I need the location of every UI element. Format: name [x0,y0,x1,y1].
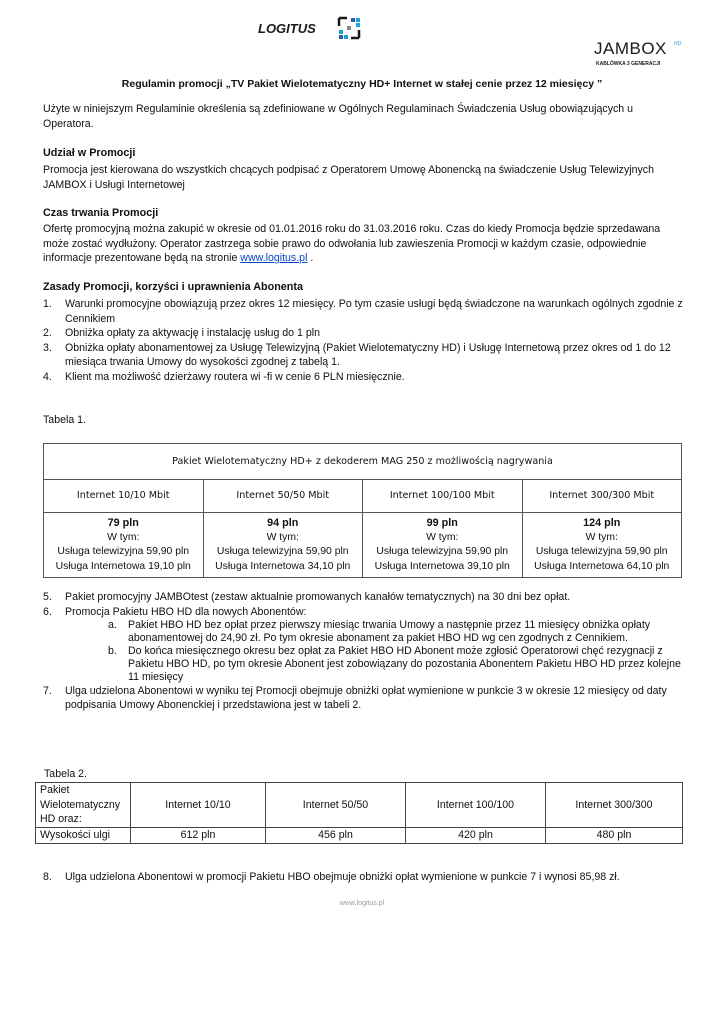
price-cell [203,513,363,578]
jambox-logo [590,38,686,68]
list-item [43,326,683,341]
list-text: Obniżka opłaty abonamentowej za Usługę Telewizyjną (Pakiet Wielotematyczny HD) i Usługę Internetową przez okres od 1 do 12 miesiąca trwania Umowy do wysokości zgodnej z tabelą 1. [65,341,671,369]
sublist-item [108,619,683,645]
column-header: Internet 10/10 Mbit [44,480,204,513]
column-header: Internet 300/300 [546,783,683,828]
list-text: Klient ma możliwość dzierżawy routera wi -fi w cenie 6 PLN miesięcznie. [65,371,405,384]
list-text: Promocja Pakietu HBO HD dla nowych Abonentów: [65,605,307,618]
column-header: Internet 300/300 Mbit [522,480,682,513]
price-net: Usługa Internetowa 64,10 pln [534,560,670,572]
list-number: 7. [43,684,52,697]
price-tv: Usługa telewizyjna 59,90 pln [535,546,668,558]
sublist-text: Do końca miesięcznego okresu bez opłat za Pakiet HBO HD Abonent może zgłosić Operatorowi chęć rezygnacji z Pakietu HBO HD, po tym okresie Abonent jest zobowiązany do pozostania Abonentem Pakietu HBO HD przez kolejne 11 miesięcy [128,645,681,683]
discount-value: 456 pln [266,827,406,843]
price-cell [44,513,204,578]
list-item [43,297,683,326]
list-item [43,341,683,370]
discount-value: 480 pln [546,827,683,843]
logitus-logo-mark [339,18,360,39]
table2-label: Tabela 2. [44,768,87,780]
column-header: Internet 10/10 [131,783,266,828]
promo-list [43,590,683,713]
list-number: 8. [43,871,52,883]
price-value: 99 pln [426,517,458,530]
logitus-logo-text: LOGITUS [258,21,316,36]
list-item [43,870,683,885]
final-list [43,870,683,885]
rules-list [43,297,683,385]
discount-values-label: Wysokości ulgi [36,827,131,843]
price-value: 124 pln [583,517,621,530]
price-tv: Usługa telewizyjna 59,90 pln [57,546,190,558]
price-tv: Usługa telewizyjna 59,90 pln [376,546,509,558]
section-text-duration [43,222,683,266]
price-net: Usługa Internetowa 19,10 pln [55,560,191,572]
list-text: Warunki promocyjne obowiązują przez okres 12 miesięcy. Po tym czasie usługi będą świadczone na warunkach ogólnych zgodnie z Cennikiem [65,298,683,325]
list-item [43,684,683,713]
section-heading-rules: Zasady Promocji, korzyści i uprawnienia Abonenta [43,281,303,293]
list-number: 4. [43,371,52,384]
discount-table [35,782,683,844]
duration-text: Ofertę promocyjną można zakupić w okresie od 01.01.2016 roku do 31.03.2016 roku. Czas do kiedy Promocja będzie sprzedawana może zostać wydłużony. Operator zastrzega sobie prawo do odwołania lub zawieszenia Promocji w każdym czasie, odpowiednie informacje prezentowane będą na stronie [43,223,661,265]
price-cell [363,513,523,578]
discount-value: 612 pln [131,827,266,843]
price-net: Usługa Internetowa 39,10 pln [374,560,510,572]
jambox-logo-text: JAMBOX [594,39,667,58]
discount-value: 420 pln [406,827,546,843]
price-wtym: W tym: [266,531,299,543]
list-number: 6. [43,605,52,618]
list-text: Ulga udzielona Abonentowi w promocji Pakietu HBO obejmuje obniżki opłat wymienione w punkcie 7 i wynosi 85,98 zł. [65,871,620,883]
column-header: Internet 100/100 Mbit [363,480,523,513]
price-net: Usługa Internetowa 34,10 pln [215,560,351,572]
column-header: Internet 50/50 [266,783,406,828]
intro-paragraph: Użyte w niniejszym Regulaminie określenia są zdefiniowane w Ogólnych Regulaminach Świadczenia Usług obowiązujących u Operatora. [43,103,634,130]
discount-row-header: Pakiet Wielotematyczny HD oraz: [36,783,131,828]
document-title: Regulamin promocji „TV Pakiet Wielotematyczny HD+ Internet w stałej cenie przez 12 miesięcy ” [121,78,603,90]
column-header: Internet 100/100 [406,783,546,828]
price-value: 79 pln [107,517,139,530]
sublist-item [108,645,683,684]
list-item [43,590,683,605]
footer-url: www.logitus.pl [339,900,385,907]
price-wtym: W tym: [107,531,140,543]
section-text-participation: Promocja jest kierowana do wszystkich chcących podpisać z Operatorem Umowę Abonencką na świadczenie Usług Telewizyjnych JAMBOX i Usługi Internetowej [43,164,654,191]
list-number: 5. [43,591,52,603]
price-wtym: W tym: [585,531,618,543]
list-text: Obniżka opłaty za aktywację i instalację usług do 1 pln [65,327,320,340]
section-heading-participation: Udział w Promocji [43,147,136,159]
price-tv: Usługa telewizyjna 59,90 pln [216,546,349,558]
price-table-header: Pakiet Wielotematyczny HD+ z dekoderem MAG 250 z możliwością nagrywania [44,444,682,480]
jambox-logo-tagline: KABLÓWKA 3 GENERACJI [596,61,661,67]
logitus-link[interactable]: www.logitus.pl [240,252,308,265]
list-number: 2. [43,327,52,340]
price-value: 94 pln [267,517,299,530]
duration-text-end: . [307,252,314,265]
list-item [43,605,683,684]
list-number: 1. [43,298,52,310]
list-text: Pakiet promocyjny JAMBOtest (zestaw aktualnie promowanych kanałów tematycznych) na 30 dni bez opłat. [65,591,571,603]
sublist-text: Pakiet HBO HD bez opłat przez pierwszy miesiąc trwania Umowy a następnie przez 11 miesięcy obniżka opłaty abonamentowej do 24,90 zł. Po tym okresie abonament za pakiet HBO HD wg cen zgodnych z Cennikiem. [128,619,651,645]
list-text: Ulga udzielona Abonentowi w wyniku tej Promocji obejmuje obniżki opłat wymienione w punkcie 3 w okresie 12 miesięcy od daty podpisania Umowy Abonenckiej i przedstawiona jest w tabeli 2. [65,684,667,712]
list-number: 3. [43,341,52,354]
logitus-logo [258,14,366,42]
table1-label: Tabela 1. [43,414,86,426]
price-wtym: W tym: [426,531,459,543]
price-cell [522,513,682,578]
price-table [43,443,682,578]
list-item [43,370,683,385]
sublist-letter: b. [108,645,117,658]
column-header: Internet 50/50 Mbit [203,480,363,513]
sublist-letter: a. [108,619,117,632]
jambox-logo-hd: HD [674,41,682,47]
hbo-sublist [108,619,683,684]
section-heading-duration: Czas trwania Promocji [43,207,159,219]
